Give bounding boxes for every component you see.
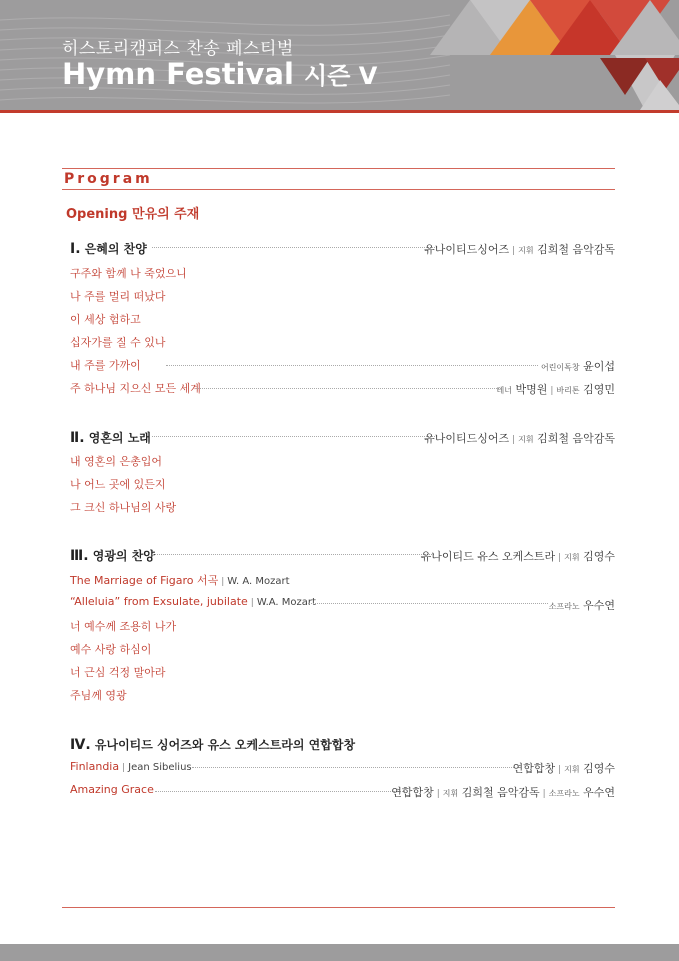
song-performer: 연합합창 | 지휘 김영수 (512, 762, 615, 775)
song-item: 십자가를 질 수 있나 (70, 336, 166, 349)
section-numeral: Ⅲ. (70, 548, 89, 564)
section-performer: 유나이티드싱어즈 | 지휘 김희철 음악감독 (424, 432, 615, 445)
song-item: 주님께 영광 (70, 689, 127, 702)
leader-dots (155, 791, 405, 792)
song-item: 이 세상 험하고 (70, 313, 141, 326)
song-item: The Marriage of Figaro 서곡 | W. A. Mozart (70, 574, 290, 587)
song-item: 너 예수께 조용히 나가 (70, 620, 177, 633)
opening-title: Opening 만유의 주재 (66, 207, 200, 222)
program-end-rule (62, 907, 615, 908)
program-bottom-rule (62, 189, 615, 190)
festival-season: 시즌 Ⅴ (304, 62, 378, 90)
festival-title (62, 56, 377, 91)
song-item: 너 근심 걱정 말아라 (70, 666, 166, 679)
section-title: 은혜의 찬양 (84, 242, 147, 256)
leader-dots (152, 554, 434, 555)
song-composer: W. A. Mozart (227, 576, 290, 587)
program-label: Program (64, 171, 153, 187)
section-title: 영혼의 노래 (88, 431, 151, 445)
footer-bar (0, 944, 679, 961)
song-item: 내 주를 가까이 (70, 359, 141, 372)
section-numeral: Ⅱ. (70, 430, 85, 446)
leader-dots (192, 767, 514, 768)
song-item: 내 영혼의 은총입어 (70, 455, 163, 468)
section-performer: 유나이티드싱어즈 | 지휘 김희철 음악감독 (424, 243, 615, 256)
song-item: 예수 사랑 하심이 (70, 643, 152, 656)
leader-dots (152, 436, 437, 437)
section-numeral: Ⅰ. (70, 241, 81, 257)
leader-dots (166, 365, 538, 366)
song-item: 나 주를 멀리 떠났다 (70, 290, 166, 303)
song-item: Finlandia | Jean Sibelius (70, 760, 192, 773)
song-composer: W.A. Mozart (256, 597, 316, 608)
song-performer: 테너 박명원 | 바리톤 김영민 (496, 383, 615, 396)
section-3-heading (70, 547, 155, 564)
section-title: 유나이티드 싱어즈와 유스 오케스트라의 연합합창 (94, 738, 356, 752)
song-performer: 소프라노 우수연 (548, 599, 615, 612)
header-triangles (430, 0, 679, 110)
song-item: 주 하나님 지으신 모든 세계 (70, 382, 201, 395)
section-4-heading (70, 736, 355, 753)
section-title: 영광의 찬양 (92, 549, 155, 563)
festival-title-text: Hymn Festival (62, 57, 294, 91)
program-top-rule (62, 168, 615, 169)
header-red-stripe (0, 110, 679, 113)
song-item: Amazing Grace (70, 783, 154, 796)
song-performer: 연합합창 | 지휘 김희철 음악감독 | 소프라노 우수연 (391, 786, 615, 799)
song-item: 나 어느 곳에 있든지 (70, 478, 166, 491)
section-performer: 유나이티드 유스 오케스트라 | 지휘 김영수 (420, 550, 615, 563)
song-performer: 어린이독창 윤이섭 (540, 360, 615, 373)
song-item: “Alleluia” from Exsulate, jubilate | W.A. Mozart (70, 595, 316, 608)
leader-dots (308, 603, 548, 604)
section-1-heading (70, 240, 147, 257)
leader-dots (152, 247, 437, 248)
header-banner (0, 0, 679, 110)
section-numeral: Ⅳ. (70, 737, 91, 753)
song-composer: Jean Sibelius (128, 762, 192, 773)
festival-subtitle: 히스토리캠퍼스 찬송 페스티벌 (62, 39, 294, 59)
section-2-heading (70, 429, 151, 446)
song-item: 구주와 함께 나 죽었으니 (70, 267, 187, 280)
song-item: 그 크신 하나님의 사랑 (70, 501, 177, 514)
leader-dots (196, 388, 501, 389)
